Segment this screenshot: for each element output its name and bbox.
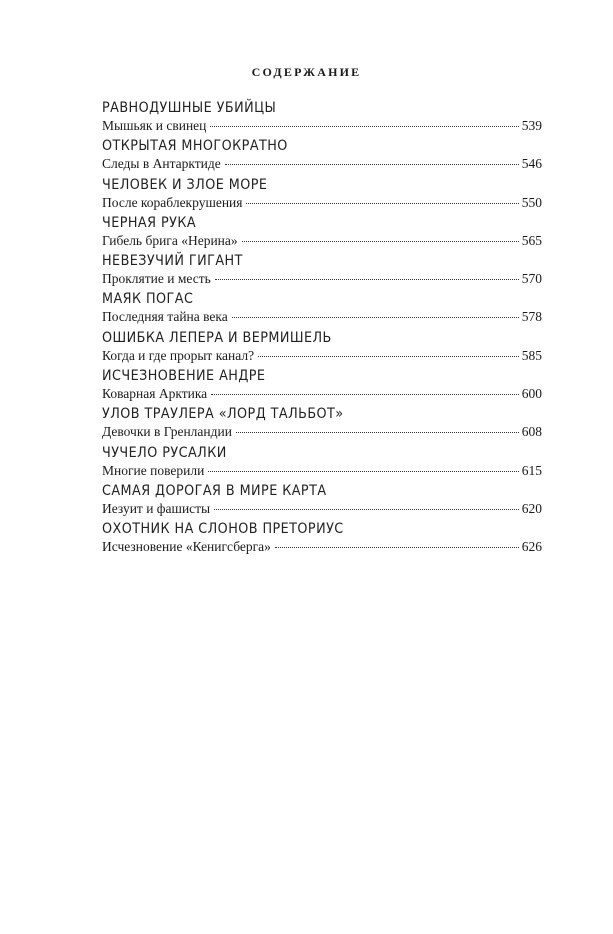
dot-leader [208, 471, 518, 472]
entry-heading: УЛОВ ТРАУЛЕРА «ЛОРД ТАЛЬБОТ» [102, 406, 344, 423]
entry-line [102, 347, 542, 365]
toc-entry [102, 137, 542, 175]
dot-leader [210, 126, 518, 127]
page-number: 620 [521, 500, 542, 516]
entry-line [102, 155, 542, 173]
entry-subtitle: Коварная Арктика [102, 386, 208, 402]
entry-line [102, 194, 542, 212]
entry-subtitle: Гибель брига «Нерина» [102, 232, 238, 248]
page-number: 565 [521, 232, 542, 248]
dot-leader [215, 279, 519, 280]
entry-heading: ЧЕЛОВЕК И ЗЛОЕ МОРЕ [102, 176, 268, 193]
entry-subtitle: Девочки в Гренландии [102, 424, 232, 440]
entry-line [102, 270, 542, 288]
entry-heading: САМАЯ ДОРОГАЯ В МИРЕ КАРТА [102, 482, 327, 499]
toc-entry [102, 176, 542, 214]
dot-leader [258, 356, 519, 357]
toc-entry [102, 444, 542, 482]
toc-entry [102, 520, 542, 558]
page-number: 600 [521, 386, 542, 402]
toc-entry [102, 214, 542, 252]
page-number: 578 [521, 309, 542, 325]
toc-entry [102, 290, 542, 328]
dot-leader [232, 317, 519, 318]
toc-entry [102, 252, 542, 290]
entry-heading: ЧУЧЕЛО РУСАЛКИ [102, 444, 227, 461]
entry-line [102, 308, 542, 326]
page-number: 615 [521, 462, 542, 478]
page-number: 570 [521, 271, 542, 287]
entry-line [102, 385, 542, 403]
entry-heading: ОШИБКА ЛЕПЕРА И ВЕРМИШЕЛЬ [102, 329, 332, 346]
dot-leader [236, 432, 519, 433]
entry-heading: МАЯК ПОГАС [102, 291, 194, 308]
dot-leader [211, 394, 519, 395]
entry-line [102, 423, 542, 441]
dot-leader [246, 203, 518, 204]
entry-line [102, 500, 542, 518]
page-number: 539 [521, 118, 542, 133]
toc-entry [102, 329, 542, 367]
entry-subtitle: Когда и где прорыт канал? [102, 347, 255, 363]
toc-entry [102, 367, 542, 405]
entry-subtitle: После кораблекрушения [102, 194, 243, 210]
page-number: 626 [521, 539, 542, 555]
entry-heading: ОТКРЫТАЯ МНОГОКРАТНО [102, 138, 288, 155]
entry-heading: ЧЕРНАЯ РУКА [102, 214, 197, 231]
page-number: 608 [521, 424, 542, 440]
entry-line [102, 462, 542, 480]
page-number: 550 [521, 194, 542, 210]
toc-entry [102, 482, 542, 520]
page-number: 546 [521, 156, 542, 172]
entry-subtitle: Мышьяк и свинец [102, 118, 207, 133]
page-number: 585 [521, 347, 542, 363]
dot-leader [242, 241, 519, 242]
dot-leader [214, 509, 519, 510]
entry-subtitle: Следы в Антарктиде [102, 156, 221, 172]
page-title: СОДЕРЖАНИЕ [251, 65, 362, 79]
entry-subtitle: Проклятие и месть [102, 271, 211, 287]
entry-heading: ОХОТНИК НА СЛОНОВ ПРЕТОРИУС [102, 521, 344, 538]
table-of-contents [102, 99, 542, 559]
entry-line [102, 232, 542, 250]
entry-line [102, 117, 542, 135]
dot-leader [225, 164, 519, 165]
entry-heading: НЕВЕЗУЧИЙ ГИГАНТ [102, 253, 243, 270]
entry-subtitle: Последняя тайна века [102, 309, 228, 325]
toc-entry [102, 405, 542, 443]
entry-heading: РАВНОДУШНЫЕ УБИЙЦЫ [102, 100, 277, 116]
entry-heading: ИСЧЕЗНОВЕНИЕ АНДРЕ [102, 368, 266, 385]
entry-subtitle: Иезуит и фашисты [102, 500, 211, 516]
toc-entry [102, 99, 542, 137]
dot-leader [275, 547, 519, 548]
entry-line [102, 538, 542, 556]
entry-subtitle: Многие поверили [102, 462, 205, 478]
entry-subtitle: Исчезновение «Кенигсберга» [102, 539, 271, 555]
